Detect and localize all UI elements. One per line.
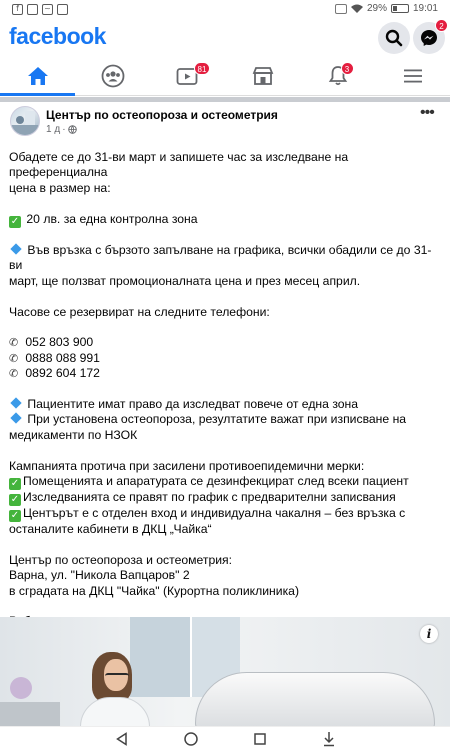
phone-icon: ✆ (9, 367, 19, 381)
phone-icon: ✆ (9, 336, 19, 350)
tab-watch[interactable] (150, 56, 225, 95)
facebook-logo[interactable]: facebook (9, 23, 106, 49)
check-mark-icon: ✓ (10, 510, 20, 522)
recents-button[interactable] (248, 728, 272, 750)
meta-separator: · (62, 124, 66, 135)
messenger-button[interactable] (413, 22, 445, 54)
post-meta (46, 124, 77, 135)
clock: 19:01 (412, 3, 438, 14)
post-time[interactable]: 1 д (46, 124, 61, 135)
messenger-badge: 2 (435, 19, 448, 32)
globe-icon (68, 125, 77, 134)
search-icon (385, 29, 403, 47)
avatar-image (11, 107, 40, 136)
post-line: в сградата на ДКЦ "Чайка" (Курортна поликлиника) (9, 583, 300, 598)
phone-number[interactable]: 052 803 900 (25, 335, 94, 350)
phone-number[interactable]: 0892 604 172 (25, 366, 100, 381)
home-system-button[interactable] (179, 728, 203, 750)
notifications-badge: 3 (341, 62, 354, 75)
post-line: ✓ 20 лв. за една контролна зона (10, 211, 198, 227)
check-mark-icon: ✓ (10, 494, 20, 506)
flower-vase (10, 677, 32, 699)
status-bar (0, 0, 450, 20)
battery-percent: 29% (366, 3, 387, 14)
blue-diamond-icon (10, 413, 21, 424)
phone-line (9, 335, 441, 350)
home-circle-icon (183, 731, 199, 747)
notification-facebook-icon: f (12, 4, 23, 15)
back-button[interactable] (110, 728, 134, 750)
phone-line (9, 351, 441, 366)
post-text (9, 150, 441, 645)
post-header (0, 102, 450, 144)
marketplace-icon (252, 66, 274, 86)
battery-icon (391, 4, 409, 13)
notification-app-icon (57, 4, 68, 15)
download-arrow-icon (322, 731, 336, 747)
post-line: Обадете се до 31-ви март и запишете час за изследване на преференциална (9, 150, 349, 180)
post-photo[interactable] (0, 617, 450, 726)
page-avatar[interactable] (10, 106, 40, 136)
search-button[interactable] (378, 22, 410, 54)
post-line: Център по остеопороза и остеометрия: (9, 552, 233, 567)
post-line: ✓ Помещенията и апаратурата се дезинфекцират след всеки пациент (10, 474, 409, 490)
vibrate-icon (335, 4, 347, 14)
notification-messenger-icon: ~ (42, 4, 53, 15)
info-icon[interactable]: i (420, 625, 438, 643)
phone-icon: ✆ (9, 351, 19, 365)
post-line: Часове се резервират на следните телефони: (9, 304, 270, 319)
tab-notifications[interactable] (300, 56, 375, 95)
post-options-icon[interactable]: ••• (420, 104, 434, 121)
home-icon (27, 66, 49, 86)
post-line: медикаменти по НЗОК (9, 427, 138, 442)
notification-image-icon (27, 4, 38, 15)
back-triangle-icon (115, 732, 129, 746)
blue-diamond-icon (10, 243, 21, 254)
check-mark-icon: ✓ (10, 215, 20, 227)
post-line: Варна, ул. "Никола Вапцаров" 2 (9, 568, 190, 583)
post-line: ✓ Центърът е с отделен вход и индивидуална чакалня – без връзка с (10, 506, 406, 522)
tab-marketplace[interactable] (225, 56, 300, 95)
post-line: Във връзка с бързото запълване на графика, всички обадили се до 31-ви (9, 243, 432, 273)
post-line: Кампанията протича при засилени противоепидемични мерки: (9, 458, 365, 473)
messenger-icon (420, 29, 438, 47)
groups-icon (101, 64, 125, 88)
notification-pull-button[interactable] (317, 728, 341, 750)
post-line: ✓ Изследванията се правят по график с предварителни записвания (10, 490, 396, 506)
main-tabs (0, 56, 450, 96)
page-name[interactable]: Център по остеопороза и остеометрия (46, 108, 278, 122)
post-line: останалите кабинети в ДКЦ „Чайка“ (9, 522, 212, 537)
densitometer-device (195, 672, 435, 726)
hamburger-icon (403, 68, 423, 84)
check-mark-icon: ✓ (10, 478, 20, 490)
watch-badge: 81 (194, 62, 211, 75)
recents-square-icon (253, 732, 267, 746)
tab-menu[interactable] (375, 56, 450, 95)
post-line: При установена остеопороза, резултатите важат при изписване на (9, 412, 441, 427)
system-navigation-bar (0, 726, 450, 750)
post-line: Пациентите имат право да изследват повече от една зона (9, 397, 441, 412)
tab-home[interactable] (0, 56, 75, 95)
post-line: март, ще ползват промоционалната цена и през месец април. (9, 273, 361, 288)
app-header (0, 20, 450, 56)
post-line: цена в размер на: (9, 180, 111, 195)
phone-number[interactable]: 0888 088 991 (25, 350, 100, 365)
phone-line (9, 366, 441, 381)
tab-groups[interactable] (75, 56, 150, 95)
blue-diamond-icon (10, 397, 21, 408)
wifi-icon (351, 4, 363, 14)
